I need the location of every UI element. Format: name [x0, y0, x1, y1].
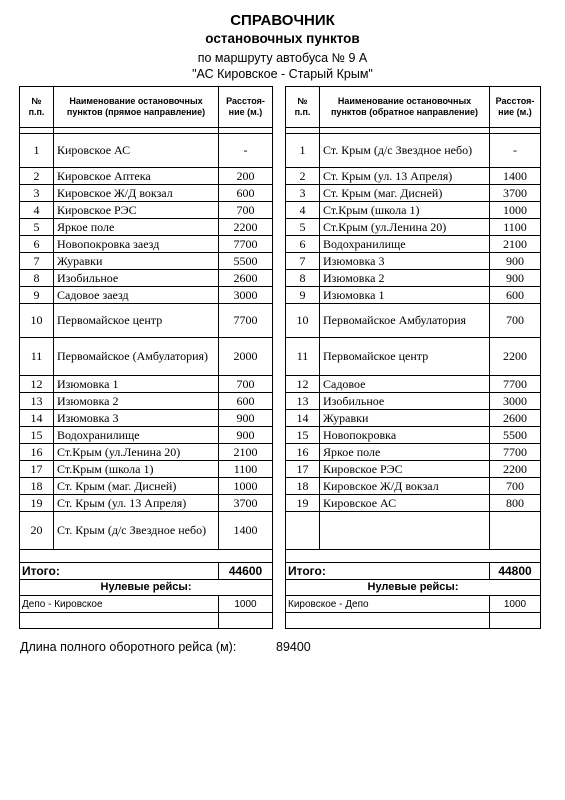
stop-name: Кировское АС	[54, 134, 219, 168]
stop-distance: 3700	[219, 495, 273, 512]
table-row	[20, 461, 273, 478]
stop-distance: 1400	[219, 512, 273, 550]
stop-distance: 600	[219, 393, 273, 410]
page-subtitle: остановочных пунктов	[205, 31, 360, 46]
table-row	[286, 236, 541, 253]
stop-distance: 2100	[490, 236, 541, 253]
stop-distance: 2200	[490, 461, 541, 478]
stop-name: Изобильное	[54, 270, 219, 287]
blank-row	[286, 613, 541, 629]
route-number-line: по маршруту автобуса № 9 А	[197, 51, 368, 65]
stop-distance: 3700	[490, 185, 541, 202]
table-row	[20, 478, 273, 495]
stop-number: 3	[286, 185, 320, 202]
blank-row	[20, 613, 273, 629]
stop-name: Садовое	[320, 376, 490, 393]
stop-name: Ст. Крым (д/с Звездное небо)	[320, 134, 490, 168]
stop-name: Первомайское (Амбулатория)	[54, 338, 219, 376]
stop-number: 20	[20, 512, 54, 550]
stop-number: 19	[286, 495, 320, 512]
stop-distance: 2000	[219, 338, 273, 376]
stop-distance: 1400	[490, 168, 541, 185]
empty-cell	[490, 512, 541, 550]
stop-number: 6	[286, 236, 320, 253]
stop-name: Водохранилище	[320, 236, 490, 253]
page-title: СПРАВОЧНИК	[230, 12, 335, 29]
table-row	[20, 376, 273, 393]
total-row	[20, 563, 273, 580]
stop-distance: 5500	[219, 253, 273, 270]
stop-distance: 900	[490, 270, 541, 287]
table-row	[20, 512, 273, 550]
stop-distance: 3000	[490, 393, 541, 410]
stop-distance: 800	[490, 495, 541, 512]
stop-distance: 700	[219, 376, 273, 393]
table-row	[20, 287, 273, 304]
stop-distance: 2600	[490, 410, 541, 427]
stop-number: 15	[286, 427, 320, 444]
stop-distance: 1100	[219, 461, 273, 478]
stop-distance: 200	[219, 168, 273, 185]
total-value: 44800	[490, 563, 541, 580]
stop-distance: 1100	[490, 219, 541, 236]
table-row	[286, 410, 541, 427]
stop-number: 10	[286, 304, 320, 338]
stop-number: 11	[286, 338, 320, 376]
table-row	[286, 444, 541, 461]
stop-name: Яркое поле	[54, 219, 219, 236]
stop-distance: 2600	[219, 270, 273, 287]
stop-distance: -	[490, 134, 541, 168]
zero-trips-label: Нулевые рейсы:	[286, 580, 541, 596]
stop-name: Ст. Крым (д/с Звездное небо)	[54, 512, 219, 550]
stop-name: Ст. Крым (маг. Дисней)	[54, 478, 219, 495]
table-row	[20, 304, 273, 338]
zero-trip-route: Кировское - Депо	[286, 596, 490, 613]
stop-number: 4	[286, 202, 320, 219]
table-row	[20, 219, 273, 236]
stop-distance: 700	[219, 202, 273, 219]
stop-name: Яркое поле	[320, 444, 490, 461]
total-row	[286, 563, 541, 580]
stop-name: Изюмовка 2	[320, 270, 490, 287]
stop-distance: 600	[490, 287, 541, 304]
stop-number: 17	[286, 461, 320, 478]
name-header: Наименование остановочных пунктов (прямое направление)	[54, 87, 219, 128]
table-row	[286, 427, 541, 444]
stop-number: 11	[20, 338, 54, 376]
total-label: Итого:	[20, 563, 219, 580]
stop-number: 16	[286, 444, 320, 461]
table-row	[286, 185, 541, 202]
stop-name: Новопокровка	[320, 427, 490, 444]
num-header: № п.п.	[20, 87, 54, 128]
stop-number: 7	[20, 253, 54, 270]
stop-name: Изюмовка 2	[54, 393, 219, 410]
table-row	[286, 270, 541, 287]
stop-name: Изобильное	[320, 393, 490, 410]
table-row	[20, 253, 273, 270]
forward-stops-table	[19, 86, 273, 629]
stop-name: Изюмовка 1	[320, 287, 490, 304]
table-row	[286, 253, 541, 270]
stop-number: 4	[20, 202, 54, 219]
stop-number: 5	[20, 219, 54, 236]
stop-name: Кировское РЭС	[320, 461, 490, 478]
stop-name: Ст.Крым (ул.Ленина 20)	[320, 219, 490, 236]
table-row	[286, 495, 541, 512]
reverse-stops-body	[286, 134, 541, 550]
total-value: 44600	[219, 563, 273, 580]
stop-number: 3	[20, 185, 54, 202]
blank-row	[286, 550, 541, 563]
round-trip-value: 89400	[276, 640, 311, 654]
distance-header: Расстоя- ние (м.)	[490, 87, 541, 128]
stop-name: Изюмовка 3	[54, 410, 219, 427]
stop-distance: 3000	[219, 287, 273, 304]
stop-distance: -	[219, 134, 273, 168]
zero-trip-row	[20, 596, 273, 613]
stop-distance: 900	[490, 253, 541, 270]
blank-row	[20, 550, 273, 563]
round-trip-length	[20, 640, 311, 654]
zero-trip-row	[286, 596, 541, 613]
stop-distance: 2200	[490, 338, 541, 376]
stop-number: 7	[286, 253, 320, 270]
stop-number: 13	[20, 393, 54, 410]
stop-number: 18	[20, 478, 54, 495]
stop-name: Ст.Крым (ул.Ленина 20)	[54, 444, 219, 461]
table-row	[286, 461, 541, 478]
stop-name: Изюмовка 3	[320, 253, 490, 270]
stop-name: Первомайское Амбулатория	[320, 304, 490, 338]
table-row	[20, 236, 273, 253]
table-row	[286, 376, 541, 393]
stop-distance: 700	[490, 304, 541, 338]
stop-number: 5	[286, 219, 320, 236]
table-row	[20, 185, 273, 202]
stop-distance: 7700	[490, 376, 541, 393]
empty-cell	[320, 512, 490, 550]
table-row	[286, 304, 541, 338]
table-row	[20, 427, 273, 444]
stop-distance: 2100	[219, 444, 273, 461]
table-row	[20, 393, 273, 410]
zero-trips-title-row	[286, 580, 541, 596]
table-row	[20, 202, 273, 219]
stop-distance: 7700	[219, 236, 273, 253]
stop-distance: 1000	[219, 478, 273, 495]
table-row	[20, 444, 273, 461]
stop-number: 2	[286, 168, 320, 185]
stop-distance: 7700	[219, 304, 273, 338]
stop-distance: 700	[490, 478, 541, 495]
stop-number: 2	[20, 168, 54, 185]
stop-number: 1	[286, 134, 320, 168]
table-row	[20, 168, 273, 185]
stop-name: Журавки	[320, 410, 490, 427]
table-row	[20, 495, 273, 512]
stop-number: 17	[20, 461, 54, 478]
stop-name: Первомайское центр	[54, 304, 219, 338]
stop-name: Журавки	[54, 253, 219, 270]
stop-name: Кировское Ж/Д вокзал	[320, 478, 490, 495]
zero-trip-distance: 1000	[219, 596, 273, 613]
table-row	[286, 219, 541, 236]
stop-name: Первомайское центр	[320, 338, 490, 376]
stop-name: Ст. Крым (ул. 13 Апреля)	[54, 495, 219, 512]
stop-number: 10	[20, 304, 54, 338]
stop-name: Садовое заезд	[54, 287, 219, 304]
num-header: № п.п.	[286, 87, 320, 128]
stop-distance: 1000	[490, 202, 541, 219]
stop-number: 13	[286, 393, 320, 410]
stop-number: 8	[20, 270, 54, 287]
stop-number: 15	[20, 427, 54, 444]
stop-number: 9	[20, 287, 54, 304]
stop-number: 18	[286, 478, 320, 495]
stop-number: 14	[286, 410, 320, 427]
stop-name: Кировское Аптека	[54, 168, 219, 185]
stop-name: Ст.Крым (школа 1)	[320, 202, 490, 219]
table-row	[286, 393, 541, 410]
stop-distance: 5500	[490, 427, 541, 444]
zero-trip-route: Депо - Кировское	[20, 596, 219, 613]
zero-trip-distance: 1000	[490, 596, 541, 613]
stop-number: 9	[286, 287, 320, 304]
stop-name: Кировское РЭС	[54, 202, 219, 219]
stop-name: Кировское Ж/Д вокзал	[54, 185, 219, 202]
stop-distance: 600	[219, 185, 273, 202]
total-label: Итого:	[286, 563, 490, 580]
stop-number: 16	[20, 444, 54, 461]
stop-distance: 900	[219, 410, 273, 427]
zero-trips-title-row	[20, 580, 273, 596]
stop-number: 12	[286, 376, 320, 393]
stop-name: Водохранилище	[54, 427, 219, 444]
route-name-line: "АС Кировское - Старый Крым"	[192, 67, 373, 81]
table-row	[286, 338, 541, 376]
stop-number: 12	[20, 376, 54, 393]
table-header-row	[286, 87, 541, 128]
table-row	[286, 512, 541, 550]
stop-distance: 2200	[219, 219, 273, 236]
stop-name: Ст. Крым (ул. 13 Апреля)	[320, 168, 490, 185]
stop-name: Новопокровка заезд	[54, 236, 219, 253]
forward-stops-body	[20, 134, 273, 550]
stop-number: 1	[20, 134, 54, 168]
stop-name: Кировское АС	[320, 495, 490, 512]
stop-number: 6	[20, 236, 54, 253]
table-row	[286, 287, 541, 304]
stop-name: Ст. Крым (маг. Дисней)	[320, 185, 490, 202]
empty-cell	[286, 512, 320, 550]
name-header: Наименование остановочных пунктов (обратное направление)	[320, 87, 490, 128]
stop-name: Изюмовка 1	[54, 376, 219, 393]
stop-number: 14	[20, 410, 54, 427]
table-row	[286, 202, 541, 219]
stop-distance: 900	[219, 427, 273, 444]
reverse-stops-table	[285, 86, 541, 629]
stop-number: 8	[286, 270, 320, 287]
table-row	[286, 478, 541, 495]
table-row	[20, 410, 273, 427]
table-row	[286, 168, 541, 185]
stop-number: 19	[20, 495, 54, 512]
distance-header: Расстоя- ние (м.)	[219, 87, 273, 128]
round-trip-label: Длина полного оборотного рейса (м):	[20, 640, 237, 654]
table-row	[20, 134, 273, 168]
zero-trips-label: Нулевые рейсы:	[20, 580, 273, 596]
stop-name: Ст.Крым (школа 1)	[54, 461, 219, 478]
table-row	[286, 134, 541, 168]
table-row	[20, 270, 273, 287]
stop-distance: 7700	[490, 444, 541, 461]
table-header-row	[20, 87, 273, 128]
table-row	[20, 338, 273, 376]
